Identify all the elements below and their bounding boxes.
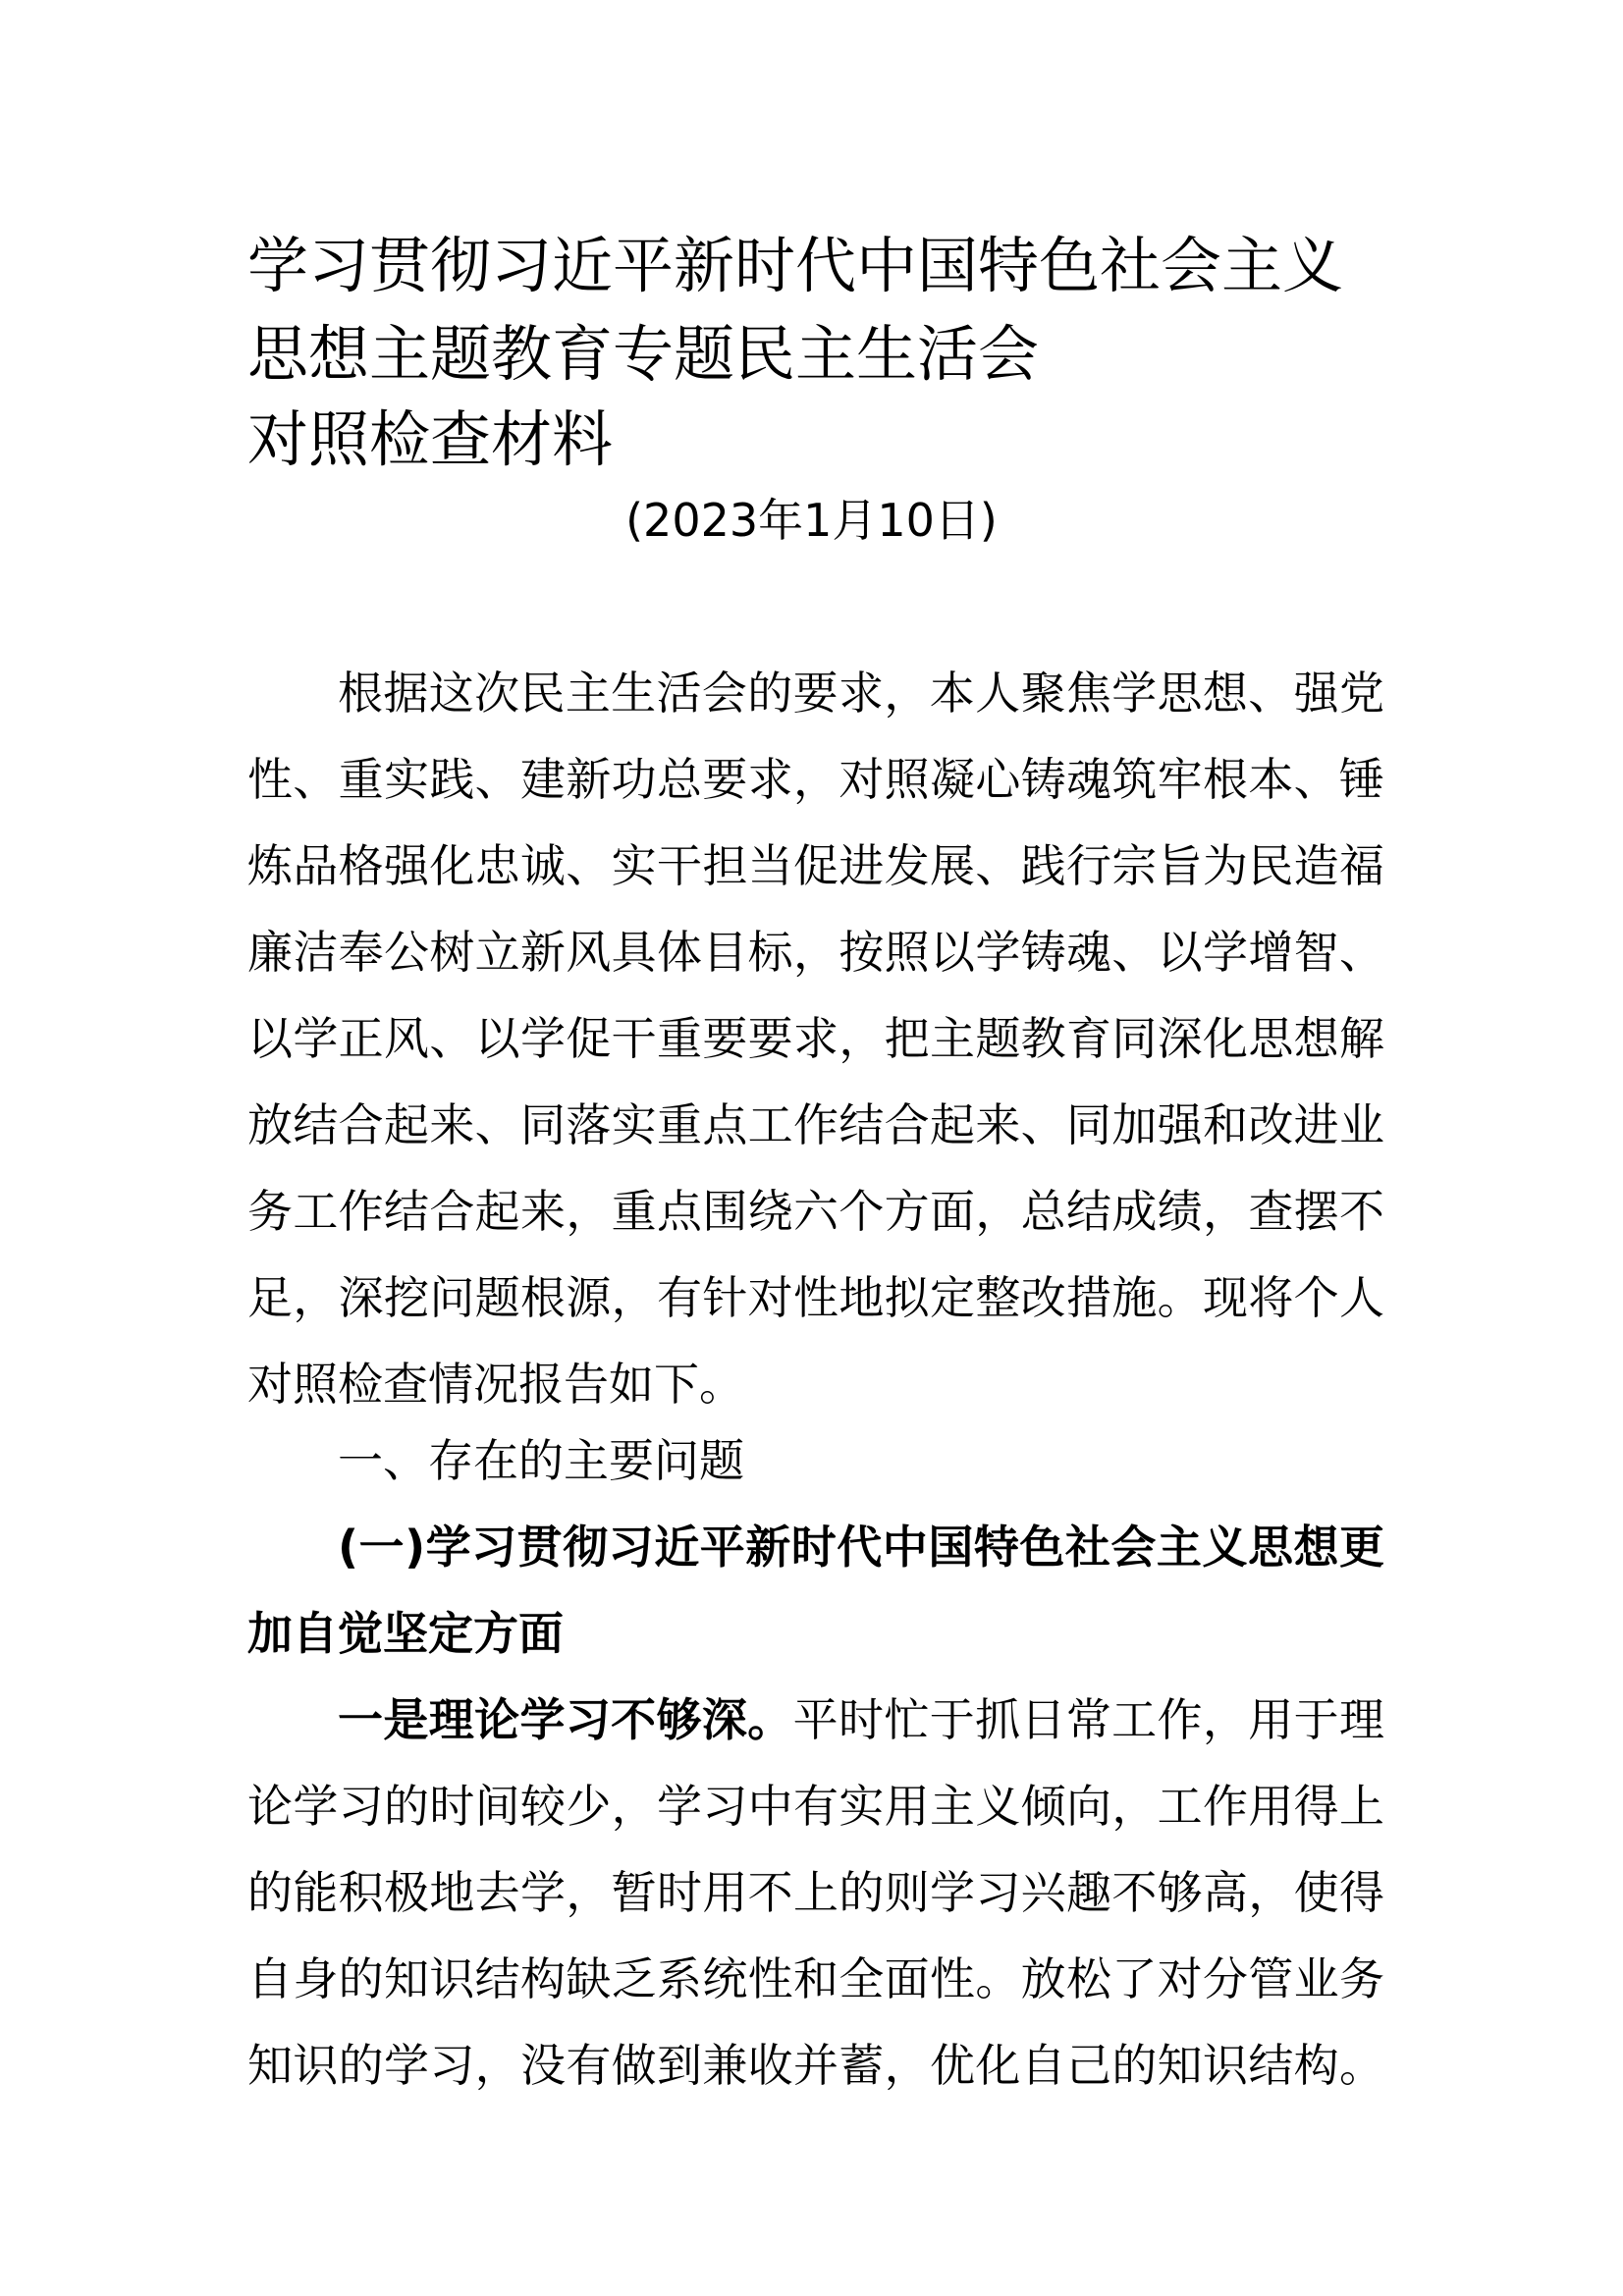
point-1-first-line xyxy=(247,1690,1384,1749)
intro-line: 以学正风、以学促干重要要求，把主题教育同深化思想解 xyxy=(247,1012,1384,1065)
title-line-1: 学习贯彻习近平新时代中国特色社会主义 xyxy=(247,230,1344,301)
subheading-line: 加自觉坚定方面 xyxy=(247,1607,564,1660)
intro-line: 务工作结合起来，重点围绕六个方面，总结成绩，查摆不 xyxy=(247,1185,1384,1238)
point-1-text: 平时忙于抓日常工作，用于理 xyxy=(792,1693,1385,1746)
intro-line: 足，深挖问题根源，有针对性地拟定整改措施。现将个人 xyxy=(247,1271,1384,1324)
point-1-lead: 一是理论学习不够深。 xyxy=(338,1693,793,1746)
title-line-3: 对照检查材料 xyxy=(247,403,614,475)
point-1-line: 论学习的时间较少，学习中有实用主义倾向，工作用得上 xyxy=(247,1780,1384,1833)
subheading-line: (一)学习贯彻习近平新时代中国特色社会主义思想更 xyxy=(338,1521,1384,1574)
intro-line: 根据这次民主生活会的要求，本人聚焦学思想、强党 xyxy=(338,667,1384,720)
point-1-line: 的能积极地去学，暂时用不上的则学习兴趣不够高，使得 xyxy=(247,1866,1384,1919)
point-1-line: 知识的学习，没有做到兼收并蓄，优化自己的知识结构。 xyxy=(247,2039,1384,2092)
intro-line: 对照检查情况报告如下。 xyxy=(247,1358,744,1411)
intro-line: 炼品格强化忠诚、实干担当促进发展、践行宗旨为民造福 xyxy=(247,839,1384,892)
document-date: (2023年1月10日) xyxy=(625,494,998,547)
intro-line: 廉洁奉公树立新风具体目标，按照以学铸魂、以学增智、 xyxy=(247,926,1384,979)
section-heading: 一、存在的主要问题 xyxy=(338,1434,744,1487)
intro-line: 放结合起来、同落实重点工作结合起来、同加强和改进业 xyxy=(247,1098,1384,1151)
intro-line: 性、重实践、建新功总要求，对照凝心铸魂筑牢根本、锤 xyxy=(247,753,1384,806)
point-1-line: 自身的知识结构缺乏系统性和全面性。放松了对分管业务 xyxy=(247,1952,1384,2005)
title-line-2: 思想主题教育专题民主生活会 xyxy=(247,318,1040,390)
